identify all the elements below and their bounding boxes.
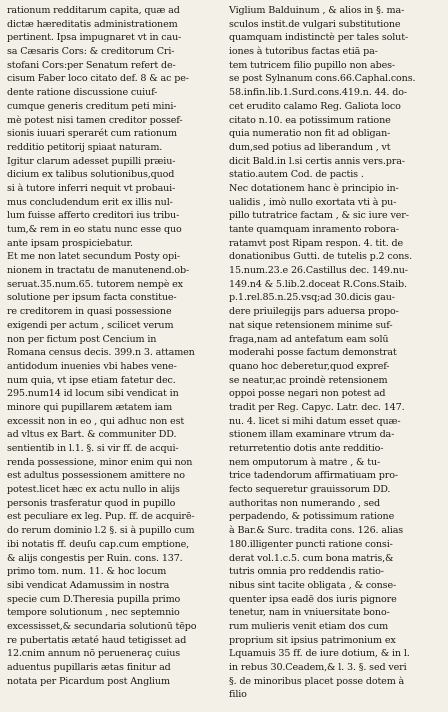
right-column-line: quamquam indistinctè per tales solut- [229,32,409,44]
right-column-line: donationibus Gutti. de tutelis p.2 cons. [229,251,412,263]
left-column-line: tempore solutionum , nec septemnio [7,607,180,619]
left-column-line: re creditorem in quasi possessione [7,306,172,318]
left-column-line: mus concludendum erit ex illis nul- [7,196,173,208]
left-column-line: ante ipsam prospiciebatur. [7,237,133,249]
left-column-line: minore qui pupillarem ætatem iam [7,401,173,413]
right-column-line: tante quamquam inramento robora- [229,224,399,235]
right-column-line: proprium sit ipsius patrimonium ex [229,634,396,646]
left-column-line: cisum Faber loco citato def. 8 & ac pe- [7,73,189,85]
left-column-line: sibi vendicat Adamussim in nostra [7,579,170,591]
right-column-line: nat sique retensionem minime suf- [229,319,393,331]
right-column-line: rum mulieris venit etiam dos cum [229,620,389,632]
left-column-line: do rerum dominio l.2 §. si à pupillo cum [7,525,195,537]
left-column-line: Igitur clarum adesset pupilli præiu- [7,155,176,167]
right-column-line: dere priuilegijs pars aduersa propo- [229,306,399,318]
left-column-line: dicium ex talibus solutionibus,quod [7,169,175,181]
left-column-line: specie cum D.Theresia pupilla primo [7,593,181,605]
right-column-line: quia numeratio non fit ad obligan- [229,128,391,140]
left-column-line: seruat.35.num.65. tutorem nempè ex [7,278,183,290]
right-column-line: 58.infin.lib.1.Surd.cons.419.n. 44. do- [229,87,407,99]
right-column-line: fraga,nam ad antefatum eam solū [229,333,389,345]
right-column-line: 180.illigenter puncti ratione consi- [229,538,393,550]
left-column-line: potest.licet hæc ex actu nullo in alijs [7,484,180,496]
left-column-line: excessisset,& secundaria solutionū tēpo [7,620,197,632]
left-column-line: re pubertatis ætaté haud tetigisset ad [7,634,187,646]
left-column-line: redditio petitorij spiaat naturam. [7,141,163,153]
left-column-line: est peculiare ex leg. Pup. ff. de acquirē- [7,511,195,523]
left-column-line: excessit non in eo , qui adhuc non est [7,415,185,427]
right-column-line: authoritas non numerando , sed [229,497,381,509]
right-column-line: dicit Bald.in l.si certis annis vers.pra- [229,155,405,167]
left-column-line: nionem in tractatu de manutenend.ob- [7,265,190,277]
left-column-line: primo tom. num. 11. & hoc locum [7,566,167,578]
left-column-line: renda possessione, minor enim qui non [7,456,193,468]
left-column-line: non per fictum post Cencium in [7,333,157,345]
right-column-line: §. de minoribus placet posse dotem à [229,675,405,687]
right-column-line: iones à tutoribus factas etiā pa- [229,46,378,58]
left-column-line: personis trasferatur quod in pupillo [7,497,176,509]
right-column-line: nibus sint tacite obligata , & conse- [229,579,397,591]
right-column-line: se neatur,ac proindè retensionem [229,374,388,386]
right-column-line: ratamvt post Ripam respon. 4. tit. de [229,237,404,249]
right-column-line: sculos instit.de vulgari substitutione [229,18,401,30]
right-column-line: nu. 4. licet si mihi datum esset quæ- [229,415,401,427]
left-column-line: sa Cæsaris Cors: & creditorum Cri- [7,46,175,58]
left-column-line: ad vltus ex Bart. & communiter DD. [7,429,177,441]
right-column-line: moderahi posse factum demonstrat [229,347,397,359]
right-column-line: tem tutricem filio pupillo non abes- [229,59,395,71]
left-column-line: ibi notatis ff. deuſu cap.cum emptione, [7,538,190,550]
left-column-line: cumque generis creditum peti mini- [7,100,177,112]
left-column-line: lum fuisse afferto creditori ius tribu- [7,210,180,222]
left-column-line: si à tutore inferri nequit vt probaui- [7,182,176,194]
left-column-line: exigendi per actum , scilicet verum [7,319,174,331]
left-column-line: rationum redditarum capita, quæ ad [7,5,180,16]
right-column-line: citato n.10. ea potissimum ratione [229,114,391,126]
right-column-line: à Bar.& Surc. tradita cons. 126. alias [229,525,404,537]
right-text-column [229,4,441,702]
right-column-line: quano hoc deberetur,quod expref- [229,360,390,372]
left-column-line: dente ratione discussione cuiuf- [7,87,158,99]
right-column-line: Viglium Balduinum , & alios in §. ma- [229,5,405,16]
left-column-line: notata per Picardum post Anglium [7,675,170,687]
right-column-line: perpadendo, & potissimum ratione [229,511,395,523]
left-column-line: & alijs congestis per Ruin. cons. 137. [7,552,183,564]
left-column-line: Et me non latet secundum Posty opi- [7,251,181,263]
left-column-line: sionis iuuari sperarét cum rationum [7,128,177,140]
left-column-line: sentientib in l.1. §. si vir ff. de acqui- [7,443,179,454]
right-column-line: ualidis , imò nullo exortata vti à pu- [229,196,397,208]
left-column-line: aduentus pupillaris ætas finitur ad [7,662,171,673]
right-column-line: statio.autem Cod. de pactis . [229,169,364,181]
right-column-line: p.1.rel.85.n.25.vsq;ad 30.dicis gau- [229,292,395,304]
right-column-line: se post Sylnanum cons.66.Caphal.cons. [229,73,416,85]
left-text-column [7,4,219,688]
right-column-line: Lquamuis 35 ff. de iure dotium, & in l. [229,648,410,660]
right-column-line: tutris omnia pro reddendis ratio- [229,566,384,578]
left-column-line: tum,& rem in eo statu nunc esse quo [7,224,182,235]
right-column-line: quenter ipsa eadē dos iuris pignore [229,593,397,605]
right-column-line: pillo tutratrice factam , & sic iure ver- [229,210,409,222]
right-column-line: 15.num.23.e 26.Castillus dec. 149.nu- [229,265,408,277]
left-column-line: 295.num14 id locum sibi vendicat in [7,388,179,400]
right-column-line: Nec dotationem hanc è principio in- [229,182,399,194]
left-column-line: solutione per ipsum facta constitue- [7,292,177,304]
right-column-line: tradit per Reg. Capyc. Latr. dec. 147. [229,401,405,413]
left-column-line: mè potest nisi tamen creditor possef- [7,114,183,126]
right-column-line: trice tadendorum affirmatiuam pro- [229,470,398,482]
right-column-line: 149.n4 & 5.lib.2.doceat R.Cons.Staib. [229,278,407,290]
left-column-line: stofani Cors:per Senatum refert de- [7,59,176,71]
left-column-line: est adultus possessionem amittere no [7,470,185,482]
right-column-line: stionem illam examinare vtrum da- [229,429,395,441]
right-column-line: cet erudito calamo Reg. Galiota loco [229,100,401,112]
right-column-line: dum,sed potius ad liberandum , vt [229,141,391,153]
right-column-line: derat vol.1.c.5. cum bona matris,& [229,552,394,564]
right-column-line: fecto sequeretur grauissorum DD. [229,484,391,496]
right-column-line: oppoi posse negari non potest ad [229,388,386,400]
right-column-line: in rebus 30.Ceadem,& l. 3. §. sed veri [229,662,407,673]
left-column-line: Romana census decis. 399.n 3. attamen [7,347,195,359]
left-column-line: dictæ hæreditatis administrationem [7,18,178,30]
right-column-line: returretentio dotis ante redditio- [229,443,384,454]
right-column-line: filio [229,689,247,701]
left-column-line: 12.cnim annum nō perueneraç cuius [7,648,181,660]
left-column-line: antidodum inuenies vbi habes vene- [7,360,177,372]
right-column-line: tenetur, nam in vniuersitate bono- [229,607,390,619]
right-column-line: nem omputorum à matre , & tu- [229,456,381,468]
left-column-line: pertinent. Ipsa impugnaret vt in cau- [7,32,182,44]
left-column-line: num quia, vt ipse etiam fatetur dec. [7,374,176,386]
